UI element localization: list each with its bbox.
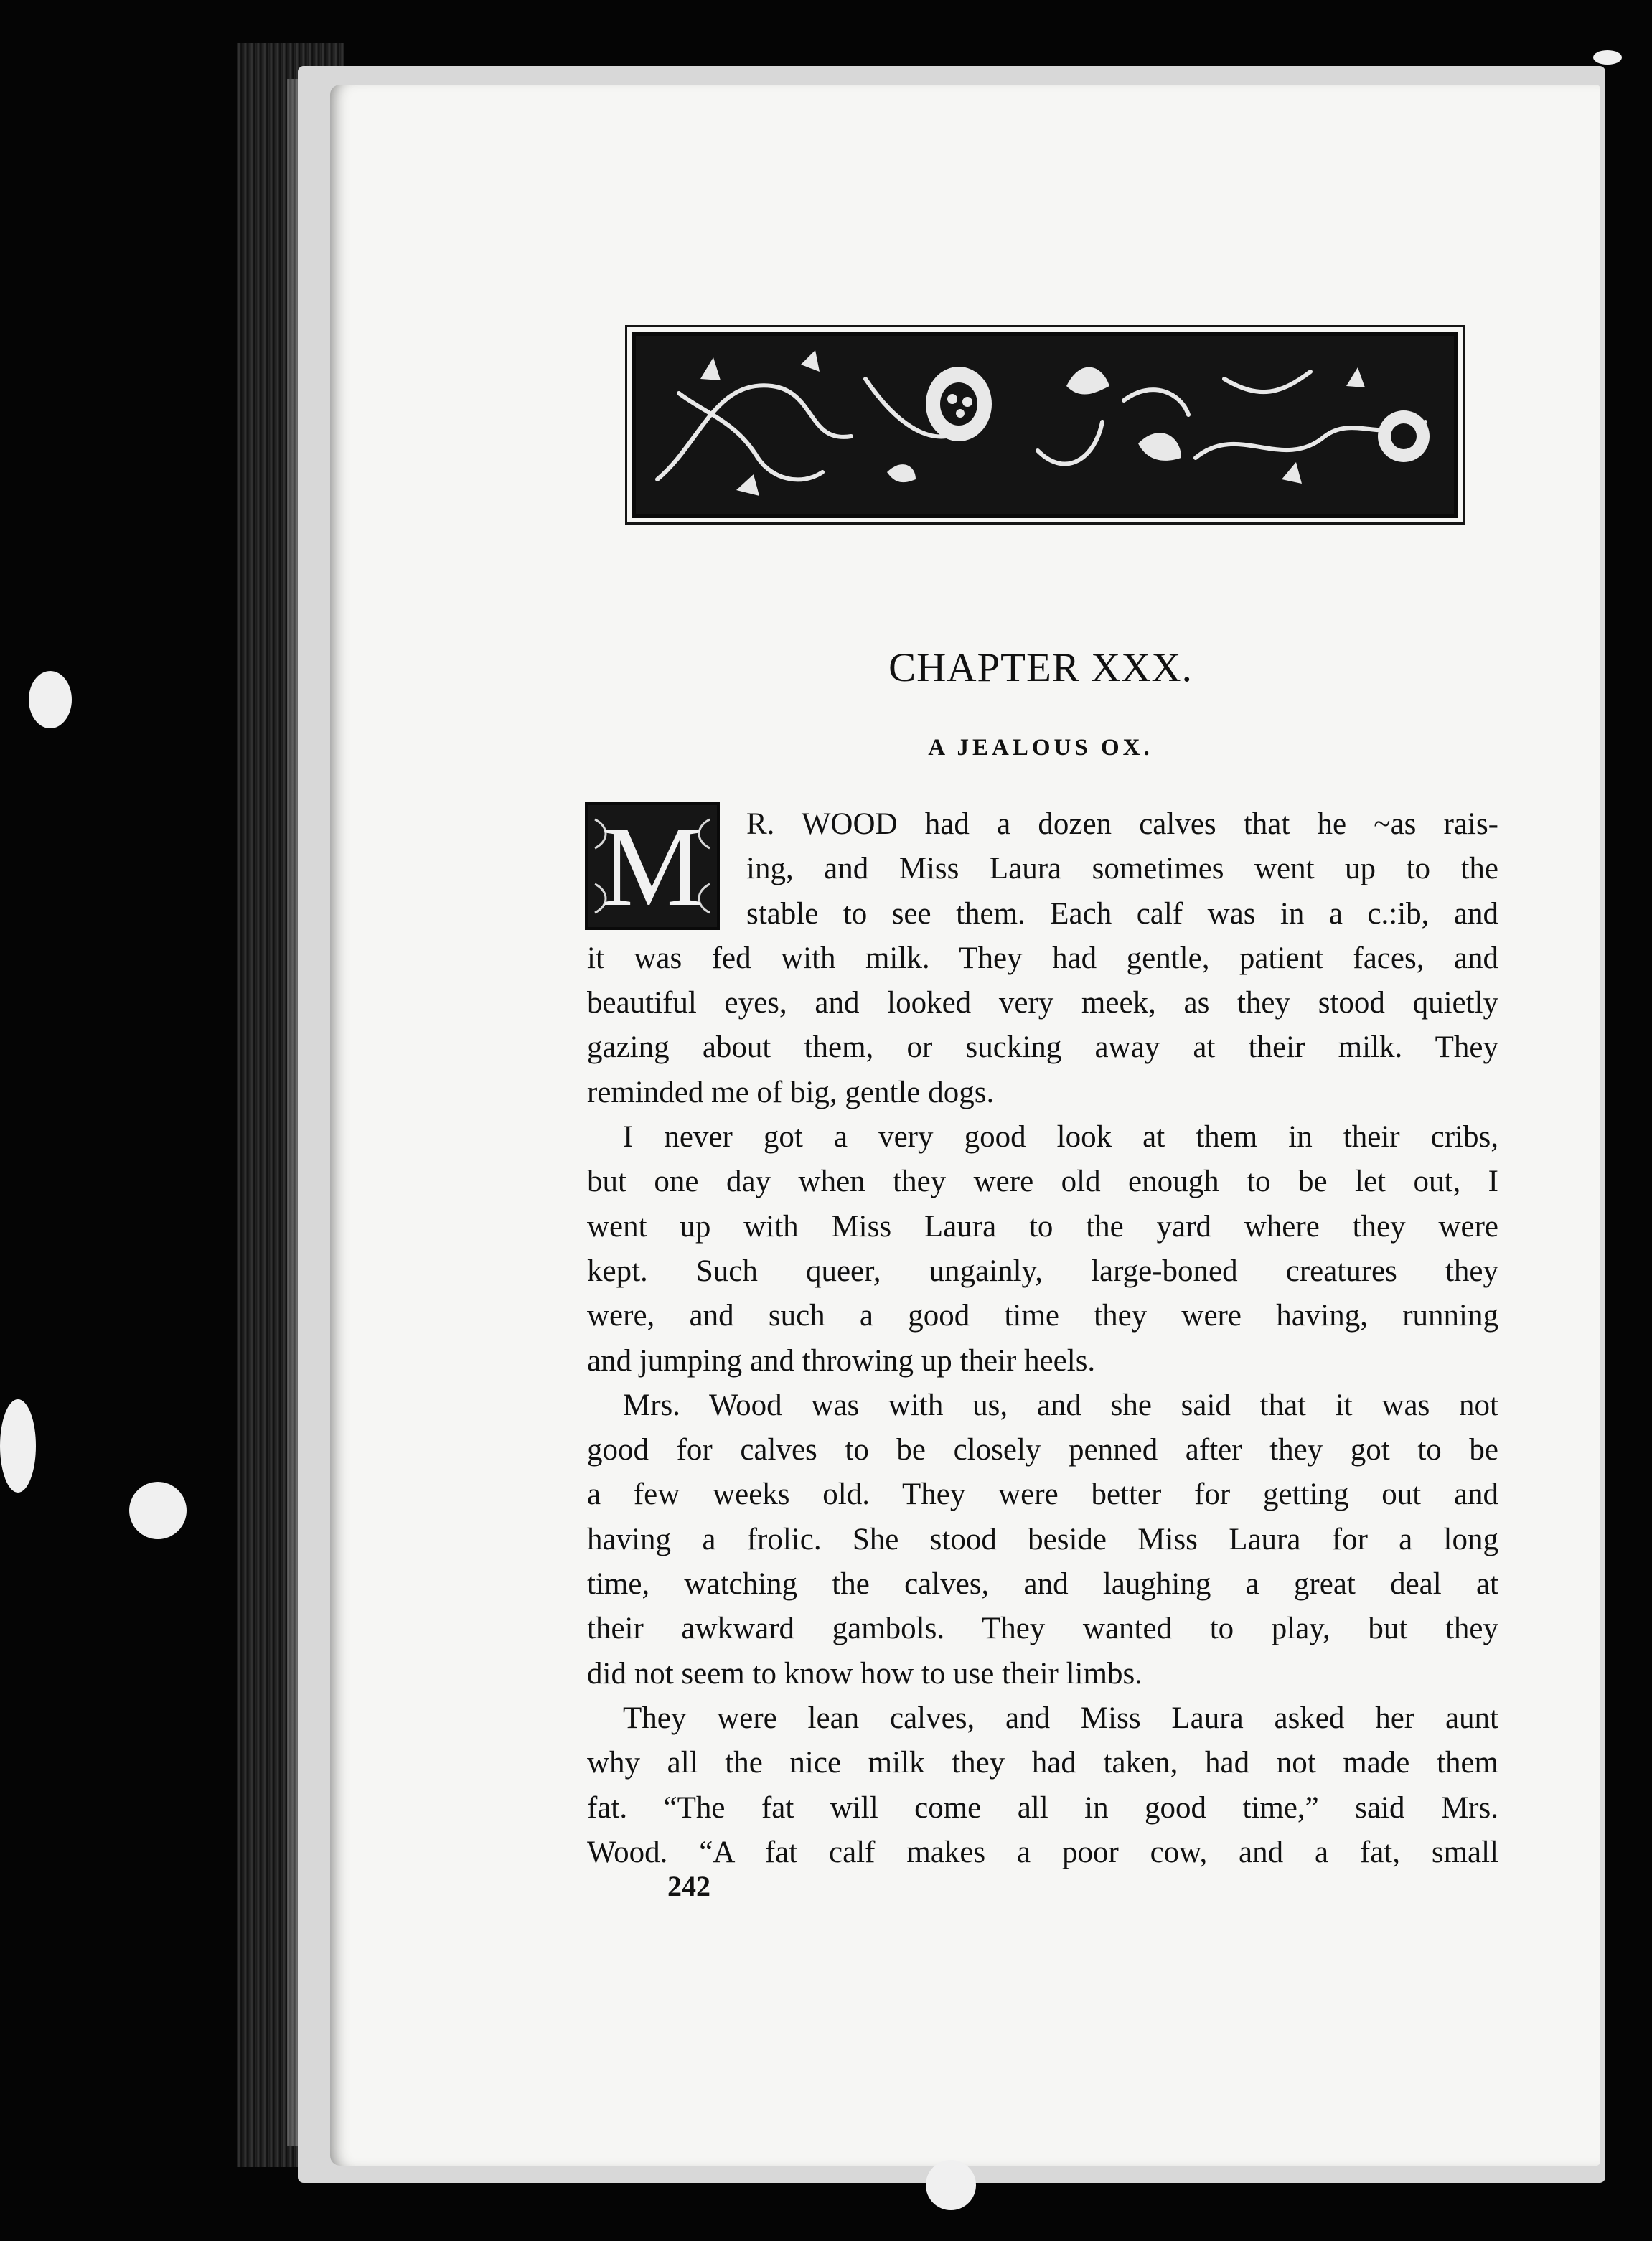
- text-line: and jumping and throwing up their heels.: [587, 1343, 1096, 1378]
- text-line: kept. Such queer, ungainly, large-boned creatures they: [587, 1254, 1498, 1288]
- text-line: having a frolic. She stood beside Miss Laura for a long: [587, 1522, 1498, 1556]
- floral-ornament-icon: [636, 336, 1454, 514]
- chapter-headpiece: [632, 332, 1458, 518]
- text-line: it was fed with milk. They had gentle, patient faces, and: [587, 941, 1498, 975]
- text-line: Wood. “A fat calf makes a poor cow, and a fat, small: [587, 1835, 1498, 1869]
- chapter-title: CHAPTER XXX.: [888, 645, 1193, 690]
- text-line: I never got a very good look at them in their cribs,: [623, 1120, 1498, 1155]
- text-line: stable to see them. Each calf was in a c.:ib, and: [746, 896, 1498, 931]
- text-line: went up with Miss Laura to the yard where they were: [587, 1209, 1498, 1244]
- text-line: a few weeks old. They were better for getting out and: [587, 1477, 1498, 1512]
- chapter-body-text: [587, 802, 1498, 1875]
- text-line: R. WOOD had a dozen calves that he ~as rais-: [746, 807, 1498, 841]
- text-line: reminded me of big, gentle dogs.: [587, 1075, 995, 1109]
- dust-speck: [0, 1399, 36, 1493]
- chapter-subtitle: A JEALOUS OX.: [928, 735, 1153, 761]
- text-line: good for calves to be closely penned after they got to be: [587, 1433, 1498, 1467]
- text-line: Mrs. Wood was with us, and she said that it was not: [623, 1388, 1498, 1422]
- dust-speck: [926, 2160, 976, 2210]
- text-line: their awkward gambols. They wanted to play, but they: [587, 1612, 1498, 1646]
- text-line: why all the nice milk they had taken, had not made them: [587, 1746, 1498, 1780]
- text-line: They were lean calves, and Miss Laura asked her aunt: [623, 1701, 1498, 1735]
- drop-cap-letter: M: [601, 802, 704, 930]
- dust-speck: [129, 1482, 187, 1539]
- text-line: but one day when they were old enough to be let out, I: [587, 1165, 1498, 1199]
- page-number: 242: [667, 1870, 710, 1902]
- text-line: beautiful eyes, and looked very meek, as they stood quietly: [587, 986, 1498, 1020]
- text-line: time, watching the calves, and laughing a great deal at: [587, 1567, 1498, 1602]
- dust-speck: [1593, 50, 1622, 65]
- text-line: fat. “The fat will come all in good time,” said Mrs.: [587, 1790, 1498, 1825]
- text-line: gazing about them, or sucking away at their milk. They: [587, 1030, 1498, 1065]
- text-line: were, and such a good time they were having, running: [587, 1299, 1498, 1333]
- drop-cap: [585, 802, 720, 930]
- text-line: did not seem to know how to use their limbs.: [587, 1656, 1142, 1691]
- text-line: ing, and Miss Laura sometimes went up to the: [746, 852, 1498, 886]
- dust-speck: [29, 671, 72, 728]
